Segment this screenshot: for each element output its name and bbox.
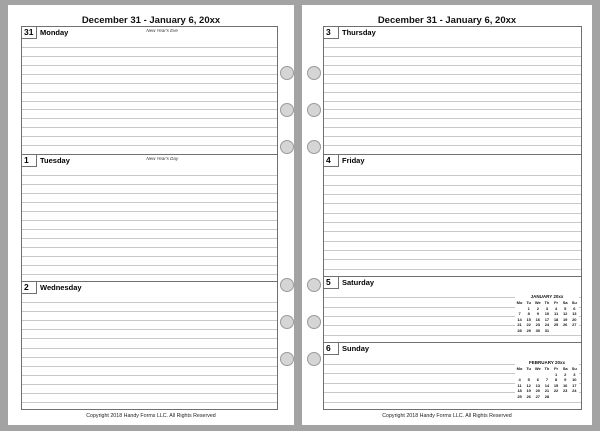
writing-line (324, 101, 581, 102)
mini-calendar-date: 28 (544, 393, 550, 399)
writing-line (324, 109, 581, 110)
writing-line (22, 193, 277, 194)
day-name: Wednesday (40, 283, 82, 292)
writing-line (324, 335, 581, 336)
day-name: Friday (342, 156, 365, 165)
writing-line (22, 247, 277, 248)
writing-line (324, 222, 581, 223)
binder-hole-icon (280, 140, 294, 154)
weekday-label: Mo (516, 300, 523, 305)
mini-calendar-date: 25 (517, 393, 522, 399)
day-name: Monday (40, 28, 69, 37)
mini-calendar-date: 9 (564, 377, 567, 382)
day-number: 3 (324, 27, 339, 39)
writing-lines[interactable] (22, 166, 277, 282)
writing-line (22, 211, 277, 212)
writing-line (22, 265, 277, 266)
writing-line (324, 56, 581, 57)
writing-lines[interactable] (22, 38, 277, 154)
binder-hole-icon (280, 103, 294, 117)
writing-line (22, 384, 277, 385)
writing-lines[interactable] (324, 38, 581, 154)
writing-line (324, 145, 581, 146)
writing-line (324, 250, 581, 251)
mini-calendar-date: 29 (526, 327, 531, 333)
day-number: 5 (324, 277, 339, 289)
day-number: 1 (22, 155, 37, 167)
writing-line (22, 202, 277, 203)
writing-line (22, 329, 277, 330)
mini-calendar-date: 2 (536, 305, 539, 311)
writing-line (22, 127, 277, 128)
writing-line (324, 185, 581, 186)
mini-calendar-date: 15 (526, 316, 531, 322)
mini-calendar-date (570, 394, 579, 400)
binder-hole-icon (307, 66, 321, 80)
mini-calendar-date: 3 (545, 305, 549, 311)
weekday-label: Th (544, 300, 550, 305)
writing-line (22, 320, 277, 321)
mini-calendar-date: 6 (573, 305, 576, 311)
binder-hole-icon (307, 140, 321, 154)
weekday-label: We (534, 366, 541, 371)
mini-calendar-date (561, 328, 570, 334)
writing-line (324, 269, 581, 270)
mini-calendar-date: 21 (517, 322, 522, 327)
day-number: 4 (324, 155, 339, 167)
binder-hole-icon (307, 278, 321, 292)
mini-calendar-date: 4 (554, 305, 558, 311)
day-block-tuesday[interactable] (22, 154, 277, 282)
writing-lines[interactable] (324, 166, 581, 277)
copyright-footer: Copyright 2018 Handy Forms LLC. All Rights Reserved (382, 413, 512, 419)
mini-calendar-date: 17 (544, 316, 550, 322)
writing-line (22, 238, 277, 239)
writing-line (22, 118, 277, 119)
day-header (324, 27, 376, 38)
mini-calendar-date: 14 (544, 382, 550, 388)
day-header (324, 155, 365, 166)
day-header (324, 277, 374, 288)
mini-calendar-title: JANUARY 20xx (530, 294, 564, 299)
mini-calendar-date: 21 (544, 388, 550, 393)
binder-hole-icon (280, 278, 294, 292)
writing-line (22, 92, 277, 93)
weekday-label: Sa (562, 366, 568, 371)
mini-calendar-date: 22 (553, 388, 559, 393)
binder-hole-icon (280, 66, 294, 80)
weekday-label: Fr (554, 366, 559, 371)
writing-line (22, 393, 277, 394)
mini-calendar-date: 27 (572, 322, 577, 327)
writing-line (324, 83, 581, 84)
day-number: 2 (22, 282, 37, 294)
mini-calendar-date: 7 (518, 311, 521, 316)
day-block-monday[interactable] (22, 27, 277, 154)
weekday-label: Mo (516, 366, 523, 371)
mini-calendar-date (570, 328, 579, 334)
mini-calendar-title: FEBRUARY 20xx (528, 360, 565, 365)
writing-line (22, 47, 277, 48)
day-name: Tuesday (40, 156, 70, 165)
mini-calendar-date: 10 (544, 311, 550, 316)
writing-line (22, 101, 277, 102)
mini-calendar-date: 1 (554, 371, 558, 377)
weekday-label: Sa (562, 300, 568, 305)
mini-calendar-date: 6 (536, 377, 539, 382)
mini-calendar-date: 20 (572, 316, 577, 322)
day-number: 6 (324, 343, 339, 355)
writing-line (22, 83, 277, 84)
writing-line (324, 175, 581, 176)
writing-line (324, 259, 581, 260)
mini-calendar-date: 23 (562, 388, 568, 393)
mini-calendar-date: 15 (553, 382, 559, 388)
mini-calendar-date: 23 (535, 322, 541, 327)
mini-calendar-date: 1 (527, 305, 530, 311)
writing-line (22, 348, 277, 349)
mini-calendar-date: 16 (535, 316, 541, 322)
weekday-label: Tu (526, 300, 531, 305)
mini-calendar-date: 16 (562, 382, 568, 388)
day-name: Thursday (342, 28, 376, 37)
mini-calendar-date: 2 (564, 371, 567, 377)
writing-line (22, 74, 277, 75)
mini-calendar-date: 31 (544, 327, 550, 333)
mini-calendar-date: 24 (544, 322, 550, 327)
day-block-sunday[interactable] (324, 342, 581, 410)
writing-line (324, 118, 581, 119)
holiday-label: New Year's Eve (146, 28, 178, 33)
mini-calendar-date (552, 328, 561, 334)
writing-line (324, 194, 581, 195)
writing-line (22, 109, 277, 110)
day-block-friday[interactable] (324, 154, 581, 277)
binder-hole-icon (307, 315, 321, 329)
mini-calendar-date: 19 (526, 388, 531, 393)
mini-calendar-date: 5 (564, 305, 567, 311)
writing-line (22, 65, 277, 66)
day-header (22, 155, 70, 166)
mini-calendar-date: 12 (562, 311, 568, 316)
mini-calendar-date: 18 (517, 388, 522, 393)
writing-line (324, 241, 581, 242)
writing-line (324, 402, 581, 403)
weekday-label: Th (544, 366, 550, 371)
holiday-label: New Year's Day (146, 156, 179, 161)
mini-calendar-date: 9 (536, 311, 539, 316)
writing-line (22, 56, 277, 57)
writing-line (324, 65, 581, 66)
mini-calendar-date: 10 (572, 377, 577, 382)
page-title: December 31 - January 6, 20xx (81, 15, 221, 26)
writing-line (324, 213, 581, 214)
page-title: December 31 - January 6, 20xx (377, 15, 517, 26)
binder-hole-icon (280, 352, 294, 366)
writing-line (324, 203, 581, 204)
mini-calendar-date: 4 (518, 377, 521, 382)
writing-line (22, 375, 277, 376)
left-page (8, 5, 294, 425)
mini-calendar-date: 26 (562, 322, 568, 327)
mini-calendar-date: 30 (535, 327, 541, 333)
mini-calendar-date: 11 (553, 311, 559, 316)
binder-hole-icon (307, 103, 321, 117)
writing-line (22, 184, 277, 185)
mini-calendar-date: 13 (572, 311, 577, 316)
mini-calendar-date: 3 (573, 371, 576, 377)
mini-calendar-date: 27 (535, 393, 541, 399)
mini-calendar-date: 13 (535, 382, 541, 388)
day-block-saturday[interactable] (324, 276, 581, 343)
binder-hole-icon (280, 315, 294, 329)
mini-calendar-date: 17 (572, 382, 577, 388)
mini-calendar-date: 20 (535, 388, 541, 393)
weekday-label: We (534, 300, 541, 305)
day-block-thursday[interactable] (324, 27, 581, 154)
mini-calendar-date: 18 (553, 316, 559, 322)
day-header (22, 27, 68, 38)
writing-line (22, 274, 277, 275)
mini-calendar-week (515, 328, 579, 334)
weekday-label: Tu (526, 366, 531, 371)
left-day-grid (21, 26, 278, 410)
writing-line (22, 302, 277, 303)
mini-calendar-date: 25 (553, 322, 559, 327)
mini-calendar-date: 28 (517, 327, 522, 333)
day-number: 31 (22, 27, 37, 39)
mini-calendar-date: 8 (527, 311, 530, 316)
right-day-grid (323, 26, 582, 410)
day-header (324, 343, 369, 354)
writing-line (324, 136, 581, 137)
mini-calendar-date (561, 394, 570, 400)
day-name: Sunday (342, 344, 370, 353)
writing-line (324, 47, 581, 48)
writing-line (22, 357, 277, 358)
mini-calendar-january (515, 293, 579, 333)
day-header (22, 282, 82, 293)
mini-calendar-date: 5 (527, 377, 530, 382)
mini-calendar-date: 11 (517, 382, 522, 388)
mini-calendar-date: 24 (572, 388, 577, 393)
writing-line (22, 229, 277, 230)
mini-calendar-date: 7 (545, 377, 549, 382)
day-block-wednesday[interactable] (22, 281, 277, 410)
mini-calendar-date: 19 (562, 316, 568, 322)
copyright-footer: Copyright 2018 Handy Forms LLC. All Rights Reserved (86, 413, 216, 419)
writing-line (22, 338, 277, 339)
writing-line (22, 402, 277, 403)
mini-calendar-date: 26 (526, 393, 531, 399)
writing-line (22, 366, 277, 367)
mini-calendar-date: 8 (554, 377, 558, 382)
mini-calendar-february (515, 359, 579, 399)
writing-line (22, 145, 277, 146)
writing-line (22, 220, 277, 221)
weekday-label: Su (571, 300, 577, 305)
writing-line (22, 175, 277, 176)
weekday-label: Fr (554, 300, 559, 305)
writing-line (324, 127, 581, 128)
mini-calendar-date: 14 (517, 316, 522, 322)
writing-line (22, 256, 277, 257)
writing-line (324, 92, 581, 93)
writing-line (324, 74, 581, 75)
binder-hole-icon (307, 352, 321, 366)
writing-line (324, 231, 581, 232)
writing-line (22, 136, 277, 137)
mini-calendar-date (552, 394, 561, 400)
right-page (302, 5, 592, 425)
writing-lines[interactable] (22, 293, 277, 410)
writing-line (22, 311, 277, 312)
mini-calendar-date: 22 (526, 322, 531, 327)
weekday-label: Su (571, 366, 577, 371)
day-name: Saturday (342, 278, 375, 287)
mini-calendar-date: 12 (526, 382, 531, 388)
mini-calendar-week (515, 394, 579, 400)
